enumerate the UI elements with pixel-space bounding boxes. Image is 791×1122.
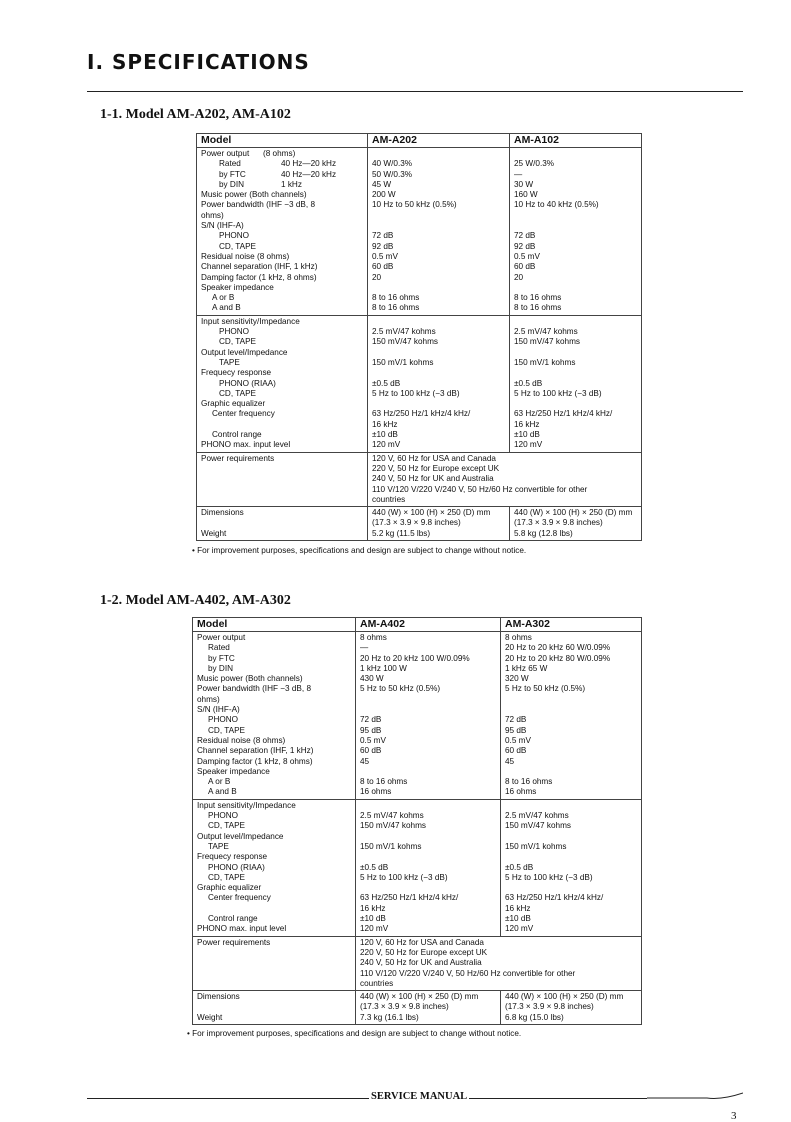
spec-group bbox=[193, 632, 641, 800]
spec-label: S/N (IHF-A) bbox=[201, 221, 244, 231]
spec-label bbox=[201, 159, 364, 169]
spec-label: Residual noise (8 ohms) bbox=[201, 251, 290, 261]
spec-label: Weight bbox=[197, 1012, 223, 1022]
spec-value: 72 dB bbox=[505, 715, 527, 725]
spec-value: 72 dB bbox=[372, 231, 394, 241]
spec-label: Dimensions bbox=[197, 992, 240, 1002]
spec-label: Power bandwidth (IHF −3 dB, 8 bbox=[201, 200, 316, 210]
spec-value: 92 dB bbox=[514, 241, 536, 251]
spec-group bbox=[193, 937, 641, 991]
value-column-1 bbox=[367, 316, 509, 452]
spec-label: CD, TAPE bbox=[208, 872, 246, 882]
header-cell-3: AM-A302 bbox=[500, 618, 641, 631]
spec-value: 150 mV/47 kohms bbox=[505, 821, 571, 831]
spec-label bbox=[197, 904, 352, 914]
spec-value: ±10 dB bbox=[372, 430, 398, 440]
spec-value: 220 V, 50 Hz for Europe except UK bbox=[372, 463, 500, 473]
spec-value: 5 Hz to 50 kHz (0.5%) bbox=[360, 684, 441, 694]
spec-value: 8 to 16 ohms bbox=[514, 293, 562, 303]
spec-label-text: Power output bbox=[201, 149, 250, 158]
spec-value: 0.5 mV bbox=[360, 735, 386, 745]
spec-label: PHONO bbox=[208, 811, 239, 821]
page-number: 3 bbox=[731, 1110, 737, 1122]
spec-value bbox=[505, 832, 638, 842]
spec-value: 0.5 mV bbox=[372, 251, 398, 261]
spec-label bbox=[197, 1002, 352, 1012]
spec-label: Frequecy response bbox=[201, 368, 272, 378]
spec-label: PHONO (RIAA) bbox=[208, 862, 265, 872]
spanning-value-column bbox=[355, 937, 641, 990]
spec-value: 6.8 kg (15.0 lbs) bbox=[505, 1012, 564, 1022]
footer bbox=[87, 1091, 743, 1105]
spec-value bbox=[372, 221, 506, 231]
spec-label-text: by DIN bbox=[219, 179, 245, 189]
spec-label: Frequecy response bbox=[197, 852, 268, 862]
spec-value: 72 dB bbox=[514, 231, 536, 241]
label-column bbox=[197, 507, 367, 540]
spec-value: 2.5 mV/47 kohms bbox=[514, 327, 578, 337]
spec-value bbox=[372, 211, 506, 221]
spec-value: 8 to 16 ohms bbox=[360, 777, 408, 787]
spec-group bbox=[197, 148, 641, 316]
spec-value bbox=[505, 852, 638, 862]
spec-value: 150 mV/47 kohms bbox=[372, 337, 438, 347]
spec-label-condition: 1 kHz bbox=[281, 179, 302, 189]
spec-value: 16 kHz bbox=[372, 419, 398, 429]
spec-label bbox=[201, 518, 364, 528]
spec-label: CD, TAPE bbox=[219, 241, 257, 251]
spec-value: 150 mV/1 kohms bbox=[372, 357, 434, 367]
spec-value: 60 dB bbox=[505, 746, 527, 756]
spec-value: 150 mV/47 kohms bbox=[514, 337, 580, 347]
spec-value: 16 kHz bbox=[514, 419, 540, 429]
spec-label-text: by FTC bbox=[219, 169, 246, 179]
spec-label: PHONO max. input level bbox=[197, 924, 287, 934]
spec-value: 1 kHz 100 W bbox=[360, 663, 407, 673]
spec-label: Power requirements bbox=[197, 937, 271, 947]
spec-value: countries bbox=[360, 978, 394, 988]
spec-value: ±10 dB bbox=[514, 430, 540, 440]
spec-value bbox=[360, 705, 497, 715]
spec-value bbox=[514, 317, 638, 327]
spec-label-condition: 40 Hz—20 kHz bbox=[281, 169, 337, 179]
spec-value: 40 W/0.3% bbox=[372, 159, 413, 169]
spec-value: 320 W bbox=[505, 674, 529, 684]
spec-value bbox=[360, 832, 497, 842]
spec-label: by FTC bbox=[208, 653, 235, 663]
spec-value: 72 dB bbox=[360, 715, 382, 725]
spec-value bbox=[505, 883, 638, 893]
spec-value: 120 mV bbox=[505, 924, 534, 934]
spec-value: 110 V/120 V/220 V/240 V, 50 Hz/60 Hz convertible for other bbox=[360, 968, 576, 978]
spec-value: ±10 dB bbox=[360, 914, 386, 924]
spec-label-text: Rated bbox=[219, 159, 241, 169]
spec-value bbox=[372, 149, 506, 159]
spec-value bbox=[372, 399, 506, 409]
value-column-1 bbox=[355, 991, 500, 1024]
spec-value: 240 V, 50 Hz for UK and Australia bbox=[372, 474, 494, 484]
spec-label: Input sensitivity/Impedance bbox=[201, 316, 300, 326]
value-column-1 bbox=[367, 507, 509, 540]
spec-value: 150 mV/1 kohms bbox=[505, 841, 567, 851]
spec-label: Music power (Both channels) bbox=[201, 190, 307, 200]
spec-value: 45 bbox=[505, 756, 515, 766]
section-heading-1: 1-1. Model AM-A202, AM-A102 bbox=[100, 107, 291, 122]
spec-label: Speaker impedance bbox=[197, 766, 270, 776]
spec-value: 5 Hz to 50 kHz (0.5%) bbox=[505, 684, 586, 694]
spec-value bbox=[505, 695, 638, 705]
spec-value: 220 V, 50 Hz for Europe except UK bbox=[360, 947, 488, 957]
spec-value: — bbox=[360, 643, 369, 653]
header-cell-2: AM-A402 bbox=[355, 618, 500, 631]
spec-value bbox=[360, 801, 497, 811]
spec-value: 20 bbox=[514, 272, 524, 282]
spec-value: 2.5 mV/47 kohms bbox=[505, 811, 569, 821]
spec-value: 8 to 16 ohms bbox=[514, 303, 562, 313]
spec-value: 20 Hz to 20 kHz 80 W/0.09% bbox=[505, 653, 611, 663]
spec-value: (17.3 × 3.9 × 9.8 inches) bbox=[372, 518, 461, 528]
spec-label: A or B bbox=[208, 777, 231, 787]
value-column-1 bbox=[367, 148, 509, 315]
spec-label: TAPE bbox=[219, 357, 240, 367]
spec-value: 60 dB bbox=[372, 262, 394, 272]
spec-value: 50 W/0.3% bbox=[372, 169, 413, 179]
spec-value: ±0.5 dB bbox=[505, 862, 534, 872]
spec-value: 10 Hz to 40 kHz (0.5%) bbox=[514, 200, 599, 210]
spec-label: Music power (Both channels) bbox=[197, 674, 303, 684]
spec-label: PHONO bbox=[219, 231, 250, 241]
spec-group bbox=[193, 991, 641, 1024]
spec-value bbox=[514, 399, 638, 409]
spec-value: 150 mV/1 kohms bbox=[514, 357, 576, 367]
spec-label: PHONO bbox=[219, 327, 250, 337]
spec-value: 150 mV/1 kohms bbox=[360, 841, 422, 851]
table-header bbox=[197, 134, 641, 148]
spec-label: Damping factor (1 kHz, 8 ohms) bbox=[197, 756, 313, 766]
spec-value: 25 W/0.3% bbox=[514, 159, 555, 169]
spec-label-condition: 40 Hz—20 kHz bbox=[281, 159, 337, 169]
spec-label: Channel separation (IHF, 1 kHz) bbox=[201, 262, 318, 272]
section-heading-2: 1-2. Model AM-A402, AM-A302 bbox=[100, 593, 291, 608]
spec-value: 95 dB bbox=[505, 725, 527, 735]
value-column-2 bbox=[500, 632, 641, 799]
spec-value: 92 dB bbox=[372, 241, 394, 251]
spec-label: CD, TAPE bbox=[208, 725, 246, 735]
spec-label bbox=[201, 170, 364, 180]
spec-label: by DIN bbox=[208, 663, 234, 673]
spec-value: 430 W bbox=[360, 674, 384, 684]
spec-value bbox=[514, 368, 638, 378]
spec-value: 160 W bbox=[514, 190, 538, 200]
spec-label: ohms) bbox=[201, 210, 224, 220]
spec-label: Center frequency bbox=[212, 409, 275, 419]
spec-value: 63 Hz/250 Hz/1 kHz/4 kHz/ bbox=[372, 409, 471, 419]
value-column-2 bbox=[509, 507, 641, 540]
header-cell-1: Model bbox=[201, 134, 232, 146]
spec-value: 95 dB bbox=[360, 725, 382, 735]
spec-value: 5 Hz to 100 kHz (−3 dB) bbox=[372, 388, 460, 398]
spec-value bbox=[372, 368, 506, 378]
spec-value: 120 V, 60 Hz for USA and Canada bbox=[372, 453, 496, 463]
footer-rule bbox=[87, 1098, 647, 1099]
spec-label: S/N (IHF-A) bbox=[197, 705, 240, 715]
spec-label: Graphic equalizer bbox=[197, 883, 262, 893]
spec-label bbox=[201, 180, 364, 190]
spec-value: 16 kHz bbox=[360, 903, 386, 913]
spec-label: Power bandwidth (IHF −3 dB, 8 bbox=[197, 684, 312, 694]
spec-value: countries bbox=[372, 494, 406, 504]
spec-value bbox=[505, 767, 638, 777]
spec-value bbox=[360, 852, 497, 862]
spec-label: Center frequency bbox=[208, 893, 271, 903]
spec-label: Rated bbox=[208, 643, 230, 653]
spanning-value-column bbox=[367, 453, 641, 506]
spec-value: 2.5 mV/47 kohms bbox=[360, 811, 424, 821]
spec-value: ±0.5 dB bbox=[514, 378, 543, 388]
spec-label: Damping factor (1 kHz, 8 ohms) bbox=[201, 272, 317, 282]
spec-value: 5 Hz to 100 kHz (−3 dB) bbox=[514, 388, 602, 398]
footer-label: SERVICE MANUAL bbox=[371, 1091, 468, 1102]
spec-value: 16 ohms bbox=[505, 787, 537, 797]
spec-label: TAPE bbox=[208, 841, 229, 851]
spec-value: 16 ohms bbox=[360, 787, 392, 797]
spec-value: 8 ohms bbox=[505, 633, 532, 642]
spec-value: 45 W bbox=[372, 179, 392, 189]
spec-value: (17.3 × 3.9 × 9.8 inches) bbox=[505, 1002, 594, 1012]
spec-value: 8 to 16 ohms bbox=[372, 293, 420, 303]
spec-value: 0.5 mV bbox=[505, 735, 531, 745]
spec-value: 63 Hz/250 Hz/1 kHz/4 kHz/ bbox=[514, 409, 613, 419]
spec-label: Speaker impedance bbox=[201, 282, 274, 292]
spec-label: Power requirements bbox=[201, 453, 275, 463]
label-column bbox=[193, 800, 355, 936]
spec-table-1 bbox=[196, 133, 642, 541]
title-divider bbox=[87, 91, 743, 92]
spec-value: 8 ohms bbox=[360, 633, 387, 642]
spec-value: 2.5 mV/47 kohms bbox=[372, 327, 436, 337]
footnote-2: • For improvement purposes, specifications and design are subject to change without notice. bbox=[187, 1029, 522, 1038]
spec-label bbox=[201, 420, 364, 430]
spec-value: 5.8 kg (12.8 lbs) bbox=[514, 528, 573, 538]
spec-value: (17.3 × 3.9 × 9.8 inches) bbox=[514, 518, 603, 528]
spec-value bbox=[372, 348, 506, 358]
spec-value: 240 V, 50 Hz for UK and Australia bbox=[360, 958, 482, 968]
spec-label: A and B bbox=[212, 303, 241, 313]
spec-label: Control range bbox=[212, 430, 262, 440]
spec-value: 5.2 kg (11.5 lbs) bbox=[372, 528, 431, 538]
spec-label: Input sensitivity/Impedance bbox=[197, 800, 296, 810]
spec-value bbox=[514, 211, 638, 221]
spec-value bbox=[514, 221, 638, 231]
spec-value: ±10 dB bbox=[505, 914, 531, 924]
spec-value: ±0.5 dB bbox=[372, 378, 401, 388]
spec-label: Output level/Impedance bbox=[197, 831, 284, 841]
spec-value: ±0.5 dB bbox=[360, 862, 389, 872]
spec-value bbox=[372, 317, 506, 327]
label-column bbox=[197, 316, 367, 452]
spec-value: 120 mV bbox=[372, 440, 401, 450]
spec-value bbox=[505, 801, 638, 811]
spec-value: (17.3 × 3.9 × 9.8 inches) bbox=[360, 1002, 449, 1012]
spec-label: Output level/Impedance bbox=[201, 347, 288, 357]
spec-value: 60 dB bbox=[514, 262, 536, 272]
spec-value bbox=[360, 767, 497, 777]
spec-value: 5 Hz to 100 kHz (−3 dB) bbox=[360, 872, 448, 882]
value-column-2 bbox=[509, 148, 641, 315]
spec-value: 150 mV/47 kohms bbox=[360, 821, 426, 831]
spec-value: 0.5 mV bbox=[514, 251, 540, 261]
spec-value: 60 dB bbox=[360, 746, 382, 756]
spec-value bbox=[360, 883, 497, 893]
value-column-2 bbox=[509, 316, 641, 452]
spec-value: 30 W bbox=[514, 179, 534, 189]
spec-value: 8 to 16 ohms bbox=[505, 777, 553, 787]
spec-label bbox=[201, 149, 364, 159]
spec-table-2 bbox=[192, 617, 642, 1025]
value-column-1 bbox=[355, 632, 500, 799]
header-cell-1: Model bbox=[197, 618, 228, 630]
value-column-2 bbox=[500, 800, 641, 936]
spec-value: 20 Hz to 20 kHz 100 W/0.09% bbox=[360, 653, 470, 663]
spec-value: 440 (W) × 100 (H) × 250 (D) mm bbox=[360, 992, 479, 1002]
spec-value: 63 Hz/250 Hz/1 kHz/4 kHz/ bbox=[360, 893, 459, 903]
spec-label: Power output bbox=[197, 633, 246, 642]
spec-value: 5 Hz to 100 kHz (−3 dB) bbox=[505, 872, 593, 882]
spec-value: 7.3 kg (16.1 lbs) bbox=[360, 1012, 419, 1022]
spec-group bbox=[197, 507, 641, 540]
spec-label: CD, TAPE bbox=[208, 821, 246, 831]
spec-value: 20 bbox=[372, 272, 382, 282]
spec-value: 10 Hz to 50 kHz (0.5%) bbox=[372, 200, 457, 210]
label-column bbox=[193, 937, 355, 990]
spec-value: 63 Hz/250 Hz/1 kHz/4 kHz/ bbox=[505, 893, 604, 903]
spec-group bbox=[193, 800, 641, 937]
table-header bbox=[193, 618, 641, 632]
label-column bbox=[197, 453, 367, 506]
spec-group bbox=[197, 316, 641, 453]
label-column bbox=[193, 991, 355, 1024]
spec-value: 16 kHz bbox=[505, 903, 531, 913]
spec-value: 200 W bbox=[372, 190, 396, 200]
spec-value: 120 V, 60 Hz for USA and Canada bbox=[360, 937, 484, 947]
spec-label: Channel separation (IHF, 1 kHz) bbox=[197, 746, 314, 756]
value-column-1 bbox=[355, 800, 500, 936]
header-cell-2: AM-A202 bbox=[367, 134, 509, 147]
spec-value: 120 mV bbox=[360, 924, 389, 934]
spec-value bbox=[514, 283, 638, 293]
spec-value: 120 mV bbox=[514, 440, 543, 450]
spec-value: 1 kHz 65 W bbox=[505, 663, 548, 673]
spec-value: 110 V/120 V/220 V/240 V, 50 Hz/60 Hz convertible for other bbox=[372, 484, 588, 494]
spec-label: Weight bbox=[201, 528, 227, 538]
spec-label: ohms) bbox=[197, 694, 220, 704]
spec-value: 440 (W) × 100 (H) × 250 (D) mm bbox=[505, 992, 624, 1002]
spec-value bbox=[505, 705, 638, 715]
spec-label: PHONO max. input level bbox=[201, 440, 291, 450]
spec-group bbox=[197, 453, 641, 507]
spec-label: Graphic equalizer bbox=[201, 399, 266, 409]
spec-label: A and B bbox=[208, 787, 237, 797]
label-column bbox=[197, 148, 367, 315]
spec-label: Control range bbox=[208, 914, 258, 924]
spec-value: 8 to 16 ohms bbox=[372, 303, 420, 313]
spec-label: A or B bbox=[212, 293, 235, 303]
footnote-1: • For improvement purposes, specifications and design are subject to change without notice. bbox=[192, 546, 527, 555]
spec-value: 440 (W) × 100 (H) × 250 (D) mm bbox=[372, 508, 491, 518]
spec-value: 45 bbox=[360, 756, 370, 766]
spec-label: Residual noise (8 ohms) bbox=[197, 735, 286, 745]
spec-value: 440 (W) × 100 (H) × 250 (D) mm bbox=[514, 508, 633, 518]
spec-label: PHONO (RIAA) bbox=[219, 378, 276, 388]
spec-label: Dimensions bbox=[201, 508, 244, 518]
value-column-2 bbox=[500, 991, 641, 1024]
spec-value: — bbox=[514, 169, 523, 179]
spec-label: CD, TAPE bbox=[219, 337, 257, 347]
spec-value bbox=[360, 695, 497, 705]
footer-rule-tail bbox=[647, 1091, 743, 1105]
header-cell-3: AM-A102 bbox=[509, 134, 641, 147]
spec-value bbox=[372, 283, 506, 293]
label-column bbox=[193, 632, 355, 799]
page-title: I. SPECIFICATIONS bbox=[87, 50, 310, 74]
spec-label: CD, TAPE bbox=[219, 388, 257, 398]
spec-label: PHONO bbox=[208, 715, 239, 725]
spec-value bbox=[514, 149, 638, 159]
spec-value: 20 Hz to 20 kHz 60 W/0.09% bbox=[505, 643, 611, 653]
spec-label-condition: (8 ohms) bbox=[263, 149, 296, 158]
spec-value bbox=[514, 348, 638, 358]
